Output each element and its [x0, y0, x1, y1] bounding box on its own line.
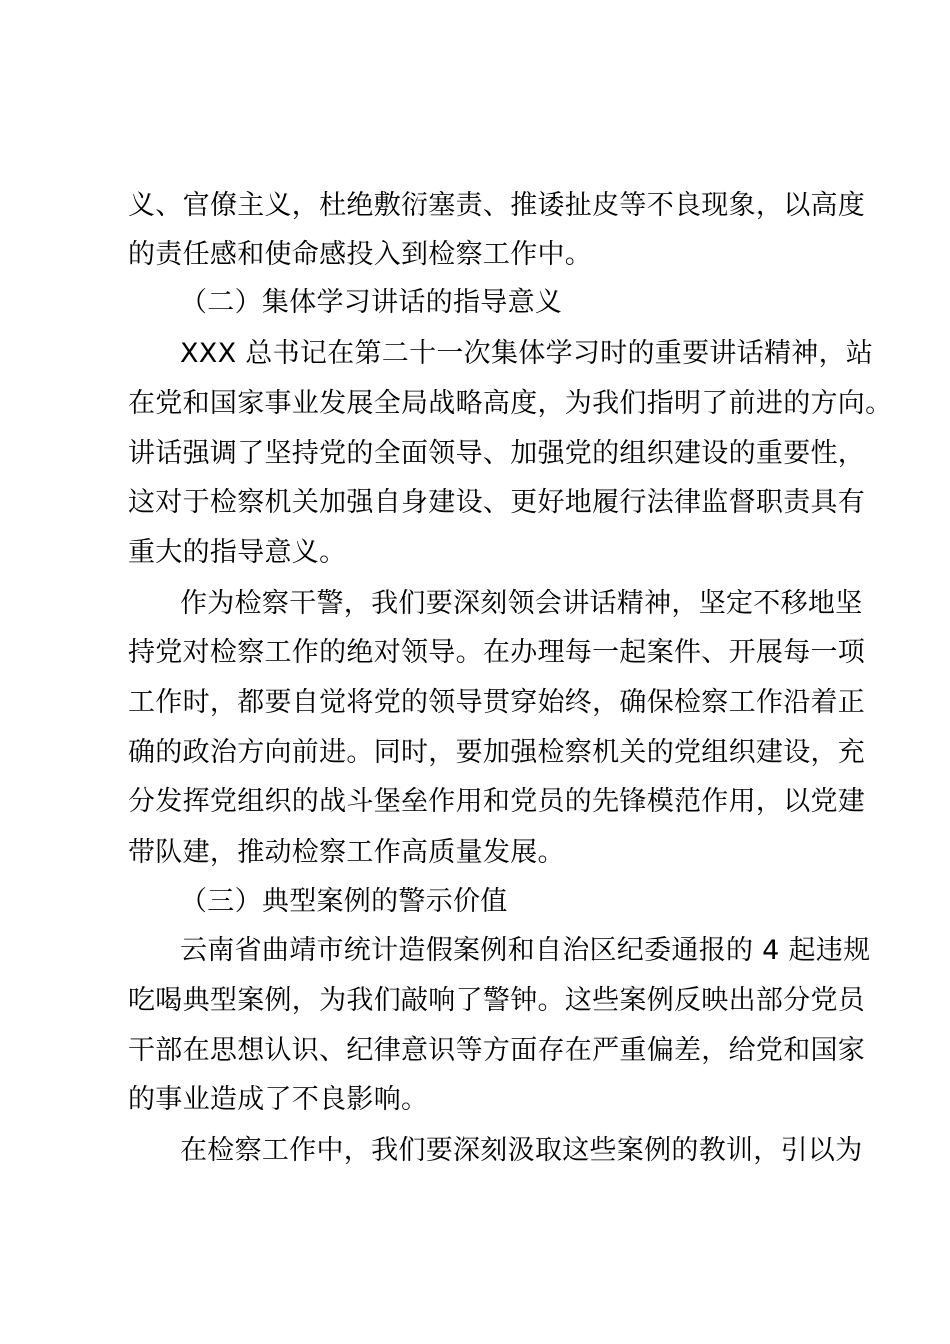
paragraph-line: 的事业造成了不良影响。 [128, 1084, 429, 1115]
paragraph-line: 带队建，推动检察工作高质量发展。 [128, 837, 565, 868]
paragraph-line: 分发挥党组织的战斗堡垒作用和党员的先锋模范作用，以党建 [128, 786, 866, 817]
paragraph-line: 这对于检察机关加强自身建设、更好地履行法律监督职责具有 [128, 487, 866, 518]
paragraph-line: 的责任感和使命感投入到检察工作中。 [128, 239, 593, 270]
paragraph-line: 义、官僚主义，杜绝敷衍塞责、推诿扯皮等不良现象，以高度 [128, 190, 866, 221]
section-heading: （二）集体学习讲话的指导意义 [180, 287, 563, 318]
paragraph-line: 工作时，都要自觉将党的领导贯穿始终，确保检察工作沿着正 [128, 687, 866, 718]
paragraph-line: 重大的指导意义。 [128, 537, 347, 568]
paragraph-line: 讲话强调了坚持党的全面领导、加强党的组织建设的重要性， [128, 438, 866, 469]
paragraph-line: 云南省曲靖市统计造假案例和自治区纪委通报的 4 起违规 [180, 935, 871, 966]
paragraph-line: 作为检察干警，我们要深刻领会讲话精神，坚定不移地坚 [180, 588, 863, 619]
paragraph-line: 吃喝典型案例，为我们敲响了警钟。这些案例反映出部分党员 [128, 985, 866, 1016]
paragraph-line: 持党对检察工作的绝对领导。在办理每一起案件、开展每一项 [128, 637, 866, 668]
section-heading: （三）典型案例的警示价值 [180, 886, 508, 917]
paragraph-line: 确的政治方向前进。同时，要加强检察机关的党组织建设，充 [128, 737, 866, 768]
paragraph-line: 干部在思想认识、纪律意识等方面存在严重偏差，给党和国家 [128, 1035, 866, 1066]
paragraph-line: 在党和国家事业发展全局战略高度，为我们指明了前进的方向。 [128, 388, 893, 419]
paragraph-line: XXX 总书记在第二十一次集体学习时的重要讲话精神，站 [180, 338, 874, 369]
paragraph-line: 在检察工作中，我们要深刻汲取这些案例的教训，引以为 [180, 1135, 863, 1166]
